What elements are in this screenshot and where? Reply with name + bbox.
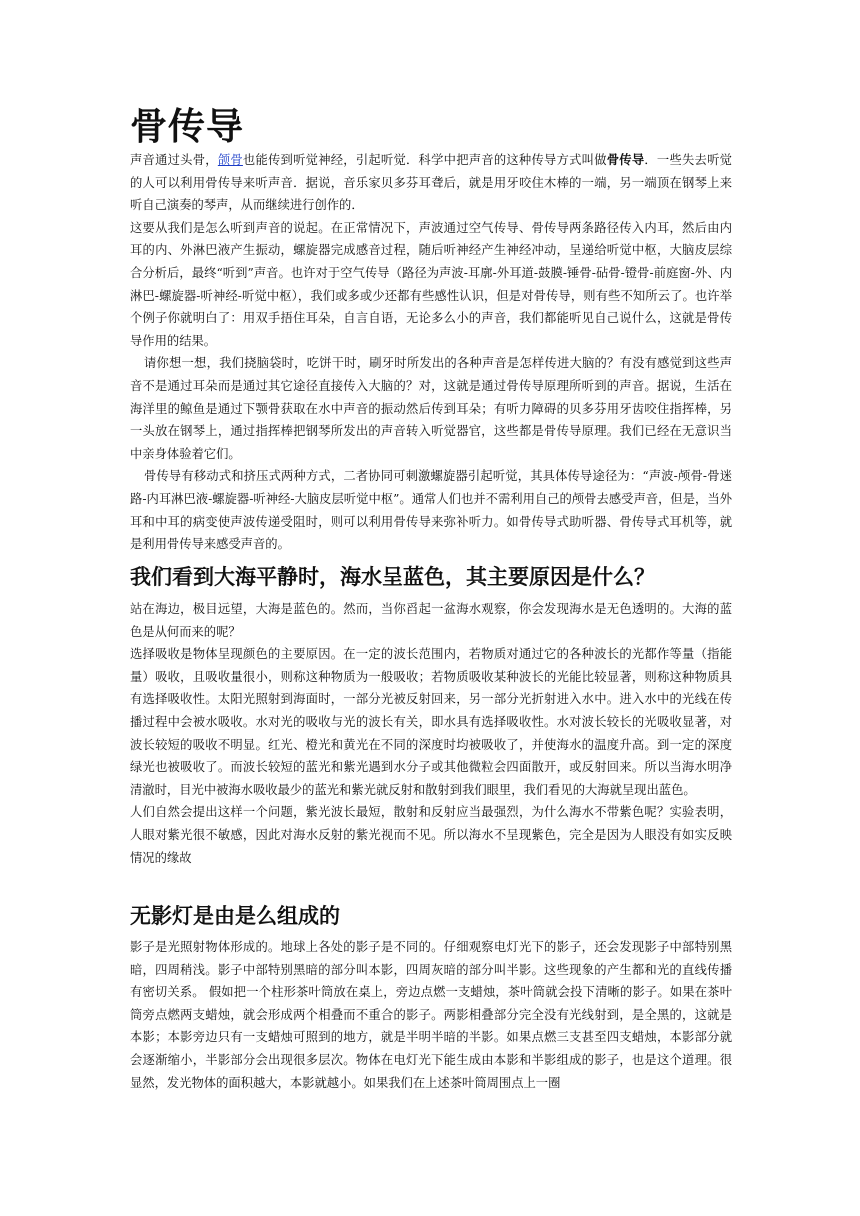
section-heading: 无影灯是由是么组成的 [130,903,340,928]
text-span: 声音通过头骨， [130,153,218,167]
paragraph: 站在海边，极目远望，大海是蓝色的。然而，当你舀起一盆海水观察，你会发现海水是无色透明的。大海的蓝色是从何而来的呢？ [130,602,732,639]
paragraph: 影子是光照射物体形成的。地球上各处的影子是不同的。仔细观察电灯光下的影子，还会发现影子中部特别黑暗，四周稍浅。影子中部特别黑暗的部分叫本影，四周灰暗的部分叫半影。这些现象的产生都和光的直线传播有密切关系。 假如把一个柱形茶叶筒放在桌上，旁边点燃一支蜡烛，茶叶筒就会投下清晰的影子。如果在茶叶筒旁点燃两支蜡烛，就会形成两个相叠而不重合的影子。两影相叠部分完全没有光线射到，是全黑的，这就是本影；本影旁边只有一支蜡烛可照到的地方，就是半明半暗的半影。如果点燃三支甚至四支蜡烛，本影部分就会逐渐缩小，半影部分会出现很多层次。物体在电灯光下能生成由本影和半影组成的影子，也是这个道理。很显然，发光物体的面积越大，本影就越小。如果我们在上述茶叶筒周围点上一圈 [130,940,732,1090]
paragraph [130,149,732,217]
text-span: 也能传到听觉神经，引起听觉．科学中把声音的这种传导方式叫做 [242,153,607,167]
page-title: 骨传导 [130,104,244,148]
paragraph: 选择吸收是物体呈现颜色的主要原因。在一定的波长范围内，若物质对通过它的各种波长的光都作等量（指能量）吸收，且吸收量很小，则称这种物质为一般吸收；若物质吸收某种波长的光能比较显著，则称这种物质具有选择吸收性。太阳光照射到海面时，一部分光被反射回来，另一部分光折射进入水中。进入水中的光线在传播过程中会被水吸收。水对光的吸收与光的波长有关，即水具有选择吸收性。水对波长较长的光吸收显著，对波长较短的吸收不明显。红光、橙光和黄光在不同的深度时均被吸收了，并使海水的温度升高。到一定的深度绿光也被吸收了。而波长较短的蓝光和紫光遇到水分子或其他微粒会四面散开，或反射回来。所以当海水明净清澈时，目光中被海水吸收最少的蓝光和紫光就反射和散射到我们眼里，我们看见的大海就呈现出蓝色。 [130,647,732,797]
section-bone-conduction [130,149,732,556]
paragraph: 骨传导有移动式和挤压式两种方式，二者协同可刺激螺旋器引起听觉，其具体传导途径为：“声波-颅骨-骨迷路-内耳淋巴液-螺旋器-听神经-大脑皮层听觉中枢”。通常人们也并不需利用自己的颅骨去感受声音，但是，当外耳和中耳的病变使声波传递受阻时，则可以利用骨传导来弥补听力。如骨传导式助听器、骨传导式耳机等，就是利用骨传导来感受声音的。 [130,469,732,552]
text-span: ．一些失去听觉的人可以利用骨传导来听声音．据说，音乐家贝多芬耳聋后，就是用牙咬住木棒的一端，另一端顶在钢琴上来听自己演奏的琴声，从而继续进行创作的． [130,153,732,213]
paragraph: 请你想一想，我们挠脑袋时，吃饼干时，刷牙时所发出的各种声音是怎样传进大脑的？有没有感觉到这些声音不是通过耳朵而是通过其它途径直接传入大脑的？对，这就是通过骨传导原理所听到的声音。据说，生活在海洋里的鲸鱼是通过下颚骨获取在水中声音的振动然后传到耳朵；有听力障碍的贝多芬用牙齿咬住指挥棒，另一头放在钢琴上，通过指挥棒把钢琴所发出的声音转入听觉器官，这些都是骨传导原理。我们已经在无意识当中亲身体验着它们。 [130,356,732,461]
bold-term: 骨传导 [606,152,645,167]
paragraph: 人们自然会提出这样一个问题，紫光波长最短，散射和反射应当最强烈，为什么海水不带紫色呢？实验表明，人眼对紫光很不敏感，因此对海水反射的紫光视而不见。所以海水不呈现紫色，完全是因为人眼没有如实反映情况的缘故 [130,805,732,865]
section-heading: 我们看到大海平静时，海水呈蓝色，其主要原因是什么？ [130,564,655,589]
jawbone-link[interactable]: 颌骨 [217,153,243,167]
section-sea-color [130,598,732,869]
section-shadowless-lamp [130,936,732,1094]
paragraph: 这要从我们是怎么听到声音的说起。在正常情况下，声波通过空气传导、骨传导两条路径传入内耳，然后由内耳的内、外淋巴液产生振动，螺旋器完成感音过程，随后听神经产生神经冲动，呈递给听觉中枢，大脑皮层综合分析后，最终“听到”声音。也许对于空气传导（路径为声波-耳廓-外耳道-鼓膜-锤骨-砧骨-镫骨-前庭窗-外、内淋巴-螺旋器-听神经-听觉中枢），我们或多或少还都有些感性认识，但是对骨传导，则有些不知所云了。也许举个例子你就明白了：用双手捂住耳朵，自言自语，无论多么小的声音，我们都能听见自己说什么，这就是骨传导作用的结果。 [130,220,732,348]
